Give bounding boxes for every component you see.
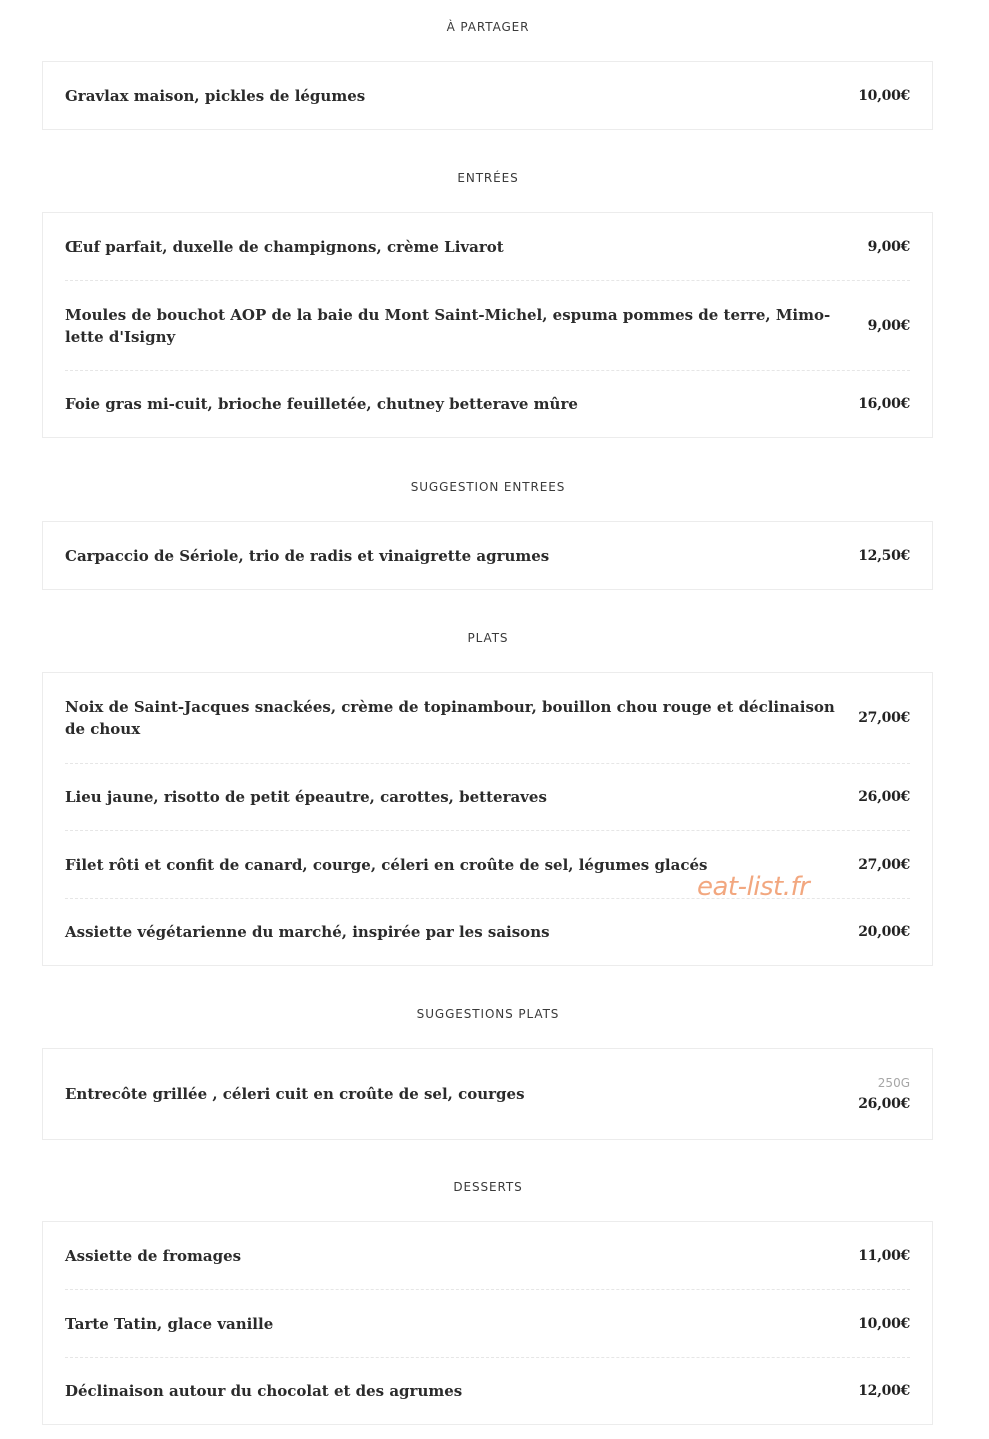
menu-item-price: 9,00€ — [867, 317, 910, 334]
menu-item-price: 20,00€ — [858, 924, 910, 940]
section-title-desserts: DESSERTS — [453, 1180, 523, 1194]
menu-item-price: 11,00€ — [858, 1247, 910, 1264]
menu-item — [65, 370, 910, 437]
menu-item-price: 10,00€ — [858, 87, 910, 104]
menu-card-plats — [42, 672, 933, 966]
menu-item — [65, 62, 910, 129]
menu-item-name: Déclinaison autour du chocolat et des agrumes — [65, 1382, 463, 1400]
menu-item-name: Foie gras mi-cuit, brioche feuilletée, chutney betterave mûre — [65, 395, 578, 413]
section-title-suggestions-plats: SUGGESTIONS PLATS — [416, 1007, 560, 1021]
section-title-entrees: ENTRÉES — [457, 171, 519, 185]
menu-item-name: Assiette végétarienne du marché, inspirée par les saisons — [65, 923, 550, 941]
menu-item — [65, 280, 910, 370]
menu-item-price: 27,00€ — [858, 710, 910, 726]
menu-item — [65, 213, 910, 280]
menu-item-name: Entrecôte grillée , céleri cuit en croûte de sel, courges — [65, 1085, 525, 1103]
section-title-a-partager: À PARTAGER — [446, 20, 530, 34]
menu-item-name: Noix de Saint-Jacques snackées, crème de topinambour, bouillon chou rouge et déclinaison de choux — [65, 698, 835, 738]
menu-item-name: Gravlax maison, pickles de légumes — [65, 86, 366, 105]
menu-item-name: Carpaccio de Sériole, trio de radis et vinaigrette agrumes — [65, 546, 550, 565]
menu-item-name: Œuf parfait, duxelle de champignons, crème Livarot — [65, 237, 504, 256]
menu-item-name: Filet rôti et confit de canard, courge, céleri en croûte de sel, légumes glacés — [65, 855, 708, 874]
menu-card-entrees — [42, 212, 933, 438]
menu-item-price: 10,00€ — [858, 1315, 910, 1332]
menu-card-desserts — [42, 1221, 933, 1425]
menu-item — [65, 1222, 910, 1289]
menu-item-name: Lieu jaune, risotto de petit épeautre, carottes, betteraves — [65, 788, 547, 806]
menu-item-portion: 250G — [877, 1076, 910, 1090]
menu-item — [65, 1357, 910, 1424]
watermark-logo: eat-list.fr — [697, 872, 810, 902]
menu-item-price: 26,00€ — [858, 789, 910, 805]
menu-item-price: 9,00€ — [867, 238, 910, 255]
menu-item-name: Tarte Tatin, glace vanille — [65, 1314, 274, 1333]
section-title-suggestion-entrees: SUGGESTION ENTREES — [410, 480, 566, 494]
menu-item-price: 12,50€ — [858, 547, 910, 564]
menu-card-a-partager — [42, 61, 933, 130]
section-title-plats: PLATS — [467, 631, 509, 645]
menu-item-price: 26,00€ — [858, 1096, 910, 1112]
menu-item — [65, 898, 910, 965]
menu-card-suggestions-plats — [42, 1048, 933, 1140]
menu-item — [65, 673, 910, 763]
menu-item — [65, 763, 910, 830]
menu-item — [65, 522, 910, 589]
menu-item — [65, 1289, 910, 1357]
menu-card-suggestion-entrees — [42, 521, 933, 590]
menu-item-price: 12,00€ — [858, 1383, 910, 1399]
menu-item-name: Assiette de fromages — [65, 1246, 242, 1265]
menu-item-price: 16,00€ — [858, 396, 910, 412]
menu-item-price: 27,00€ — [858, 856, 910, 873]
menu-item-name: Moules de bouchot AOP de la baie du Mont Saint-Michel, espuma pommes de terre, Mimo-lette d'Isigny — [65, 305, 831, 346]
menu-item — [65, 1049, 910, 1139]
menu-item-price-group — [858, 1076, 910, 1112]
